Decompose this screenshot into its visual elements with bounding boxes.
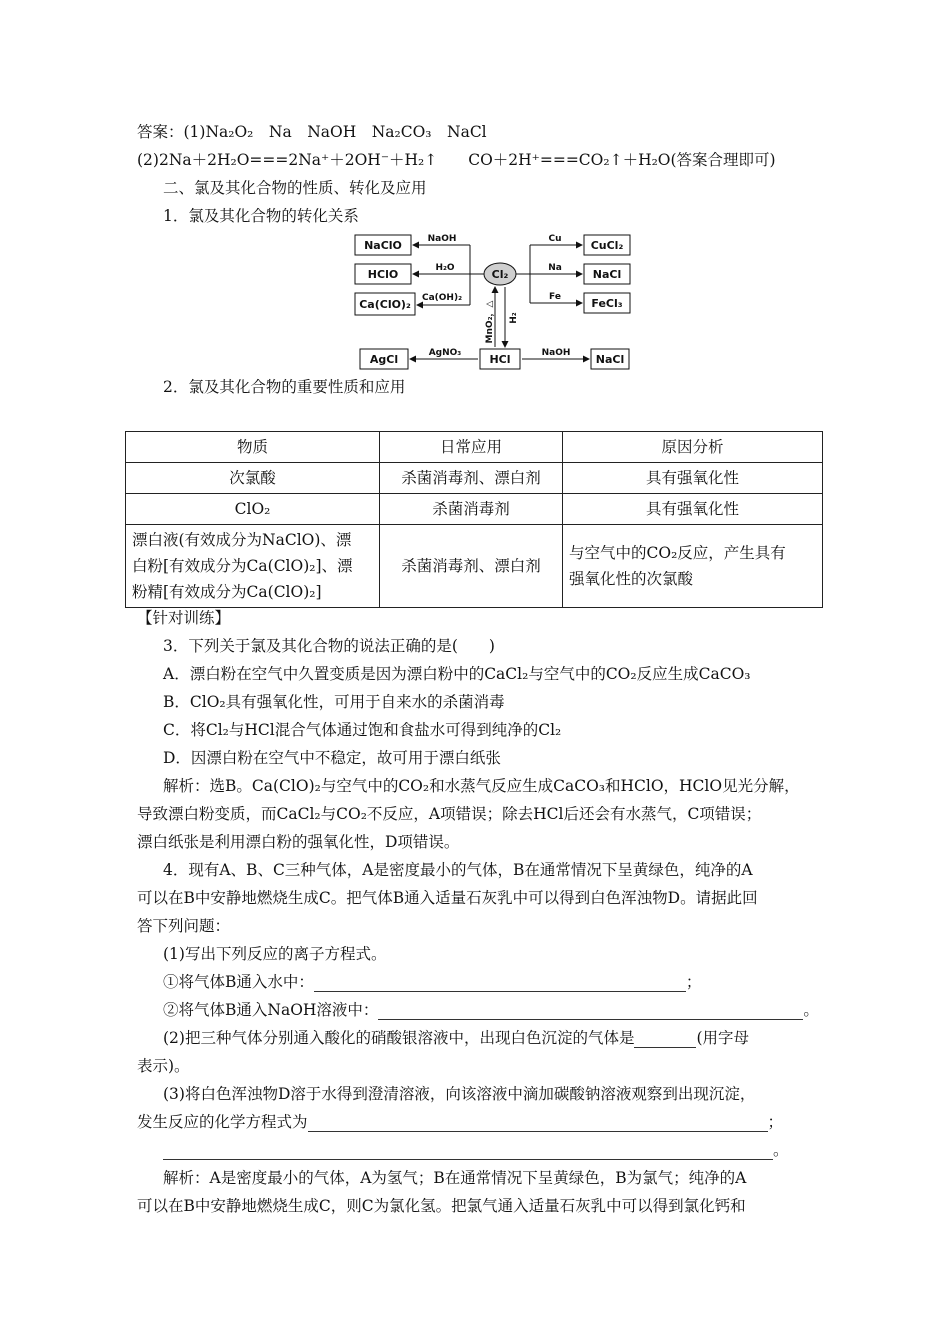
sub-2-title: 2．氯及其化合物的重要性质和应用 [163, 378, 406, 396]
answer-blank[interactable] [378, 1003, 803, 1020]
q4-part-3a: (3)将白色浑浊物D溶于水得到澄清溶液，向该溶液中滴加碳酸钠溶液观察到出现沉淀， [163, 1085, 756, 1103]
answer-blank[interactable] [308, 1115, 768, 1132]
properties-table [125, 431, 823, 608]
answer-blank[interactable] [163, 1143, 773, 1160]
label-mno2: MnO₂，△ [485, 300, 495, 344]
q3-stem: 3．下列关于氯及其化合物的说法正确的是( ) [163, 637, 495, 655]
q4-part-1a-text: ①将气体B通入水中： [163, 973, 314, 991]
q4-part-2b: 表示)。 [137, 1057, 190, 1075]
diagram-right-2: FeCl₃ [591, 297, 623, 310]
q3-analysis-3: 漂白纸张是利用漂白粉的强氧化性，D项错误。 [137, 833, 460, 851]
label-h2: H₂ [509, 312, 519, 324]
q4-part-2a-text: (2)把三种气体分别通入酸化的硝酸银溶液中，出现白色沉淀的气体是 [163, 1029, 635, 1047]
table-cell: 杀菌消毒剂 [380, 494, 563, 525]
table-header-row [126, 432, 823, 463]
q4-part-1b-end: 。 [803, 1001, 819, 1019]
label-caoh2: Ca(OH)₂ [421, 293, 463, 303]
cell-line: 强氧化性的次氯酸 [569, 570, 694, 588]
label-naoh-left: NaOH [427, 234, 457, 244]
label-fe: Fe [549, 292, 561, 302]
q4-part-1a [163, 972, 701, 992]
label-h2o: H₂O [435, 263, 455, 273]
table-header: 物质 [126, 432, 380, 463]
q3-analysis-1: 解析：选B。Ca(ClO)₂与空气中的CO₂和水蒸气反应生成CaCO₃和HClO，HClO见光分解， [163, 777, 800, 795]
q4-part-3b-text: 发生反应的化学方程式为 [137, 1113, 308, 1131]
q4-part-3c [163, 1140, 789, 1160]
q4-analysis-2: 可以在B中安静地燃烧生成C，则C为氯化氢。把氯气通入适量石灰乳中可以得到氯化钙和 [137, 1197, 746, 1215]
q4-part-3b [137, 1112, 783, 1132]
label-naoh-bottom: NaOH [541, 348, 571, 358]
diagram-bottom-1: HCl [489, 353, 511, 366]
diagram-bottom-0: AgCl [369, 353, 399, 366]
section-2-title: 二、氯及其化合物的性质、转化及应用 [163, 179, 427, 197]
table-row [126, 525, 823, 608]
q3-option-a: A．漂白粉在空气中久置变质是因为漂白粉中的CaCl₂与空气中的CO₂反应生成CaCO₃ [163, 665, 751, 683]
cell-line: 白粉[有效成分为Ca(ClO)₂]、漂 [132, 557, 353, 575]
cell-line: 与空气中的CO₂反应，产生具有 [569, 544, 786, 562]
diagram-left-1: HClO [367, 268, 399, 281]
table-cell: 杀菌消毒剂、漂白剂 [380, 525, 563, 608]
table-cell: 次氯酸 [126, 463, 380, 494]
answer-line-1: 答案：(1)Na₂O₂ Na NaOH Na₂CO₃ NaCl [137, 123, 487, 141]
q4-part-2a [163, 1028, 749, 1048]
q4-analysis-1: 解析：A是密度最小的气体，A为氢气；B在通常情况下呈黄绿色，B为氯气；纯净的A [163, 1169, 747, 1187]
table-cell [563, 525, 823, 608]
q4-stem-2: 可以在B中安静地燃烧生成C。把气体B通入适量石灰乳中可以得到白色浑浊物D。请据此回 [137, 889, 758, 907]
table-cell: ClO₂ [126, 494, 380, 525]
q4-stem-3: 答下列问题： [137, 917, 231, 935]
q3-option-b: B．ClO₂具有强氧化性，可用于自来水的杀菌消毒 [163, 693, 505, 711]
table-header: 日常应用 [380, 432, 563, 463]
answer-blank[interactable] [314, 975, 686, 992]
label-na: Na [548, 263, 562, 273]
table-header: 原因分析 [563, 432, 823, 463]
q4-part-3b-end: ； [767, 1113, 784, 1131]
cell-line: 粉精[有效成分为Ca(ClO)₂] [132, 583, 322, 601]
table-cell [126, 525, 380, 608]
label-agno3: AgNO₃ [428, 348, 462, 358]
table-cell: 具有强氧化性 [563, 463, 823, 494]
q4-part-1a-end: ； [685, 973, 702, 991]
q4-part-1b-text: ②将气体B通入NaOH溶液中： [163, 1001, 379, 1019]
table-row [126, 494, 823, 525]
table-row [126, 463, 823, 494]
q4-part-1: (1)写出下列反应的离子方程式。 [163, 945, 387, 963]
diagram-right-0: CuCl₂ [590, 239, 624, 252]
label-cu: Cu [548, 234, 562, 244]
diagram-right-1: NaCl [592, 268, 622, 281]
cell-line: 漂白液(有效成分为NaClO)、漂 [132, 531, 352, 549]
training-title: 【针对训练】 [137, 609, 231, 627]
q3-option-c: C．将Cl₂与HCl混合气体通过饱和食盐水可得到纯净的Cl₂ [163, 721, 562, 739]
q3-analysis-2: 导致漂白粉变质，而CaCl₂与CO₂不反应，A项错误；除去HCl后还会有水蒸气，C项错误； [137, 805, 762, 823]
diagram-bottom-2: NaCl [595, 353, 625, 366]
answer-line-2: (2)2Na＋2H₂O===2Na⁺＋2OH⁻＋H₂↑ CO＋2H⁺===CO₂↑＋H₂O(答案合理即可) [137, 151, 776, 169]
q4-stem-1: 4．现有A、B、C三种气体，A是密度最小的气体，B在通常情况下呈黄绿色，纯净的A [163, 861, 753, 879]
q4-part-2a-end: (用字母 [696, 1029, 750, 1047]
q3-option-d: D．因漂白粉在空气中不稳定，故可用于漂白纸张 [163, 749, 501, 767]
chlorine-conversion-diagram [350, 230, 640, 372]
q4-part-3c-end: 。 [773, 1141, 789, 1159]
diagram-left-0: NaClO [364, 239, 402, 252]
answer-blank[interactable] [634, 1031, 696, 1048]
table-cell: 具有强氧化性 [563, 494, 823, 525]
q4-part-1b [163, 1000, 819, 1020]
table-cell: 杀菌消毒剂、漂白剂 [380, 463, 563, 494]
sub-1-title: 1．氯及其化合物的转化关系 [163, 207, 359, 225]
diagram-center: Cl₂ [491, 268, 509, 281]
diagram-left-2: Ca(ClO)₂ [359, 298, 411, 311]
